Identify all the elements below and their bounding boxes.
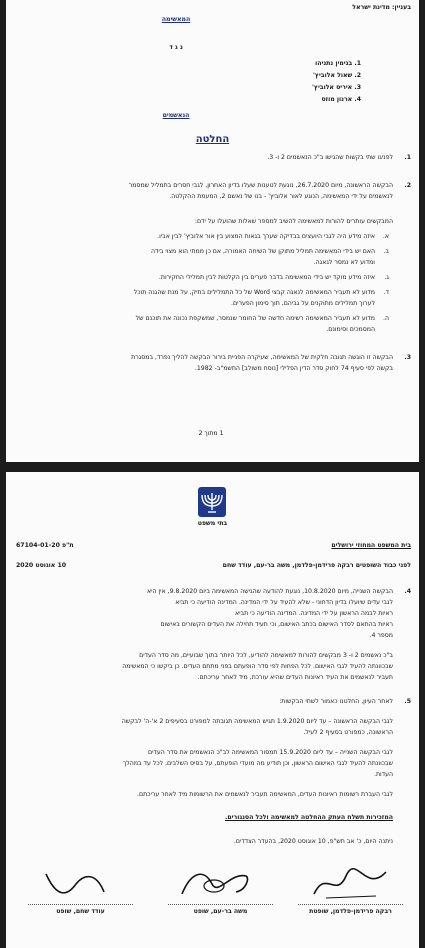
paragraph-number: 5. [404, 698, 411, 705]
document-page-2 [6, 472, 419, 948]
signature-image [176, 862, 256, 904]
paragraph-line: מדוע לא תעביר המאשימה לנאגה קבצי Word של כל התמלילים בתיק, על מנת שהגנה תוכל [133, 289, 375, 296]
paragraph-line: הבקשה השנייה, מיום 10.8.2020, נוגעת להודעה שהגישה המאשימה ביום 9.8.2020, אין היא [146, 588, 393, 595]
paragraph-number: 1. [404, 154, 411, 161]
defendant-item: 1. בנימין נתניהו [315, 60, 361, 67]
decision-date: 10 אוגוסט 2020 [16, 562, 67, 569]
sub-item-letter: א. [382, 233, 389, 240]
sub-item-letter: ב. [383, 248, 389, 255]
paragraph-line: מספר 4. [369, 632, 393, 639]
defendant-item: 2. שאול אלוביץ' [313, 72, 361, 79]
signature-line [28, 904, 133, 905]
paragraph-line: לפניגו שתי בקשות שהגישו ב"כ הנאשמים 2 ו- 3. [267, 154, 393, 161]
paragraph-line: מדוע לא תעביר המאשימה רשימה חדשה של החומר שנמסר, שמשקפת נכונה את תוכנם של [135, 315, 375, 322]
paragraph-line: איזה מידע היה לגבי היועצים בבדיקה שערך בגאות המצוע בין אור אלוביץ' לבין אביו. [157, 233, 375, 240]
courts-label: בתי משפט [197, 520, 228, 527]
paragraph-line: הבקשה זו הוגשה תגובה חלקית של המאשימה, שעיקרה הפניית בירור הבקשה להליך נפרד, במסגרת [131, 354, 393, 361]
signatory-name: רבקה פרידמן-פלדמן, שופטת [309, 908, 392, 915]
document-page-1 [6, 0, 419, 462]
court-name: בית המשפט המחוזי ירושלים [331, 542, 411, 549]
against-label: נ ג ד [169, 44, 183, 51]
defendant-item: 3. איריס אלוביץ' [311, 84, 361, 91]
paragraph-line: בקשה לפי סעיף 74 לחוק סדר הדין הפלילי [נוסח משולב] התשמ"ב- 1982. [194, 365, 393, 372]
sub-item-letter: ה. [382, 315, 389, 322]
paragraph-line: הראשונה, כמפורט בסעיף 2 לעיל. [303, 729, 393, 736]
paragraph-line: ראיות לבמה הראשון על ידי המדינה. המדינה הודיעה כי תביא [234, 610, 393, 617]
sub-item-letter: ג. [384, 274, 389, 281]
paragraph-number: 3. [404, 354, 411, 361]
paragraph-line: איזה מידע מוקד יש בידי המאשימה בדבר פערים בין הקלטות לבין תמלילי החקירות. [158, 274, 375, 281]
paragraph-line: לנאשמים על ידי המאשימה, הנוגע לאור אלוביץ' - בנו של נאשם 2, המעמת ההקלטה. [169, 193, 393, 200]
paragraph-line: ומדוע לא נמסר לגאגה. [313, 259, 375, 266]
paragraph-line: לגבי העברת רשומות ראיונות העדים, המאשימה תעביר לנאשמים את הרשומות מיד לאחר עריכתם. [137, 791, 393, 798]
signature-image [36, 866, 116, 904]
paragraph-line: לגבי הבקשה השנייה – עד ליום 15.9.2020 תמסור המאשימה לב"כ הנאשמים את סדר העדים [148, 749, 393, 756]
defendants-label: הנאשמים [162, 112, 190, 119]
paragraph-line: לגבי עדים שיועלו בדיון הדחוני - שלא להעיד על ידי המדינה. המדינה הודיעה כי תביא [175, 599, 393, 606]
signature-image [306, 864, 396, 904]
paragraph-line: המסמכים וסימונם. [326, 326, 375, 333]
signatory-name: משה בר-עם, שופט [193, 908, 248, 915]
paragraph-line: תעביר לנאשמים את העיד ראיונות העדים שהיא עורכת, מיד לאחר עריכתם. [197, 674, 393, 681]
defendant-item: 4. ארנון מוזס [321, 96, 361, 103]
paragraph-line: שבכוונתה להעיד לגבי האישום. לכל הפחות לפי סדר הופעתם בפני מתחם העדים. כן ביקשו כי המאשימה [122, 663, 393, 670]
paragraph-line: הבקשה הראשונה, מיום 26.7.2020, נוגעת לטענות שעלו בדיון האחרון, לגבי חסרים בתמליל שמסמר [128, 182, 393, 189]
paragraph-line: ראיות בהתאם לסדר האישום בכתב האישום, וכי תעיד תחילה את העדים הקשורים באישום [160, 621, 393, 628]
signature-line [168, 904, 273, 905]
paragraph-line: לגבי הבקשה הראשונה – עד ליום 1.9.2020 תגיש המאשימה תגובתה למפורט בסעיפים 2 א'-ה' לבקשה [121, 718, 393, 725]
paragraph-line: המבקשים עותרים להורות למאשימה להשיב למספר שאלות שהועלו על ידם: [194, 218, 393, 225]
given-date-line: ניתנה היום, כ' אב תש"פ, 10 אוגוסט 2020, בהעדר הצדדים. [233, 838, 393, 845]
case-heading: בעניין: מדינת ישראל [352, 4, 411, 11]
judges-panel: לפני כבוד השופטים רבקה פרידמן-פלדמן, משה בר-עם, עודד שחם [222, 562, 411, 569]
paragraph-line: האם יש בידי המאשימה תמליל מתוקן של השיחה האמורה, אם כן ממתי הוא מצוי בידה [150, 248, 375, 255]
accuser-label: המאשימה [161, 16, 191, 23]
page-number: 1 מתוך 2 [198, 430, 224, 437]
paragraph-line: ב"כ נאשמים 2 ו- 3 מבקשים להורות למאשימה להודיע, לכל היותר בתוך שבועיים, מה סדר העדים [139, 652, 393, 659]
paragraph-line: לערוך תמלילים מתוקנים על גביהם, תוך סימון הפערים. [231, 300, 375, 307]
paragraph-number: 2. [404, 182, 411, 189]
signature-line [298, 904, 403, 905]
paragraph-line: לאחר העיון, החלטנו כאמור לשתי הבקשות: [279, 698, 393, 705]
closing-instruction: המזכירות תשלח העתק ההחלטה למאשימה ולכל הסנגורים. [225, 814, 393, 821]
decision-title: החלטה [195, 134, 230, 145]
sub-item-letter: ד. [383, 289, 389, 296]
case-number: ת"פ 67104-01-20 [16, 542, 74, 549]
paragraph-line: שבכוונתה להעיד לגבי האישום הראשון, וכן תודיע מה מועדי הופעתם, על בסיס השלבים, לכל עד במהלך [122, 760, 393, 767]
menorah-icon [197, 486, 227, 518]
paragraph-line: העדות. [373, 771, 393, 778]
signatory-name: עודד שחם, שופט [56, 908, 105, 915]
paragraph-number: 4. [404, 588, 411, 595]
